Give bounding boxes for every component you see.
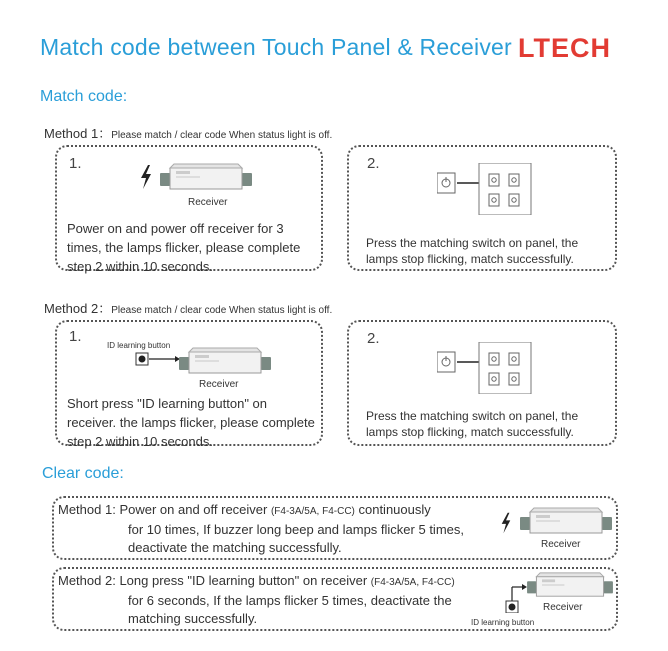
clear-method2-model: (F4-3A/5A, F4-CC) [370,577,455,588]
step-text: Press the matching switch on panel, the lamps stop flicking, match successfully. [366,409,579,439]
method2-step1-card [55,320,323,449]
clear-method2-text-a: Long press "ID learning button" on receiver [119,573,371,588]
method1-step1-card [55,145,323,274]
receiver-caption: Receiver [188,197,228,208]
clear-method2-line3: matching successfully. [128,611,258,626]
method2-step2-card [347,320,617,446]
clear-method1-text [58,501,498,557]
method1-line [44,123,332,142]
id-button-caption: ID learning button [107,341,171,350]
clear-method1-line3: deactivate the matching successfully. [128,540,342,555]
clear-method1-card [52,496,618,560]
id-button-caption: ID learning button [471,618,535,627]
clear-method2-label: Method 2: [58,573,116,588]
receiver-device-icon [520,506,612,536]
touch-panel-icon [437,342,533,394]
clear-method1-model: (F4-3A/5A, F4-CC) [270,506,355,517]
receiver-device-icon [160,162,252,192]
clear-method1-text-b: continuously [354,502,431,517]
receiver-caption: Receiver [199,379,239,390]
step-number: 2. [367,330,380,347]
step-number: 2. [367,155,380,172]
clear-code-heading: Clear code: [42,465,124,482]
id-learning-button-icon [135,352,181,366]
id-learning-button-icon [504,577,528,613]
step-text: Short press "ID learning button" on receiver. the lamps flicker, please complete step 2 within 10 seconds. [67,396,315,449]
method2-note: Please match / clear code When status light is off. [111,305,333,316]
receiver-device-icon [526,571,614,599]
match-code-heading: Match code: [40,88,128,105]
touch-panel-icon [437,163,533,215]
step-number: 1. [69,155,82,172]
clear-method2-line2: for 6 seconds, If the lamps flicker 5 times, deactivate the [128,593,452,608]
clear-method1-line2: for 10 times, If buzzer long beep and lamps flicker 5 times, [128,522,464,537]
clear-method2-card [52,567,618,631]
method1-step2-card [347,145,617,271]
method2-label: Method 2： [44,301,112,316]
receiver-caption: Receiver [541,539,581,550]
step-number: 1. [69,328,82,345]
receiver-caption: Receiver [543,602,583,613]
clear-method2-text [58,572,498,628]
page-title: Match code between Touch Panel & Receiver [40,34,512,60]
receiver-device-icon [179,346,271,376]
method1-note: Please match / clear code When status light is off. [111,130,333,141]
method2-line [44,298,332,317]
clear-method1-label: Method 1: [58,502,116,517]
ltech-logo [518,33,636,61]
step-text: Press the matching switch on panel, the lamps stop flicking, match successfully. [366,236,579,266]
logo-text: LTECH [518,33,611,61]
method1-label: Method 1： [44,126,112,141]
clear-method1-text-a: Power on and off receiver [119,502,271,517]
step-text: Power on and power off receiver for 3 times, the lamps flicker, please complete step 2 within 10 seconds. [67,221,301,274]
power-bolt-icon [500,512,512,534]
power-bolt-icon [139,165,153,189]
